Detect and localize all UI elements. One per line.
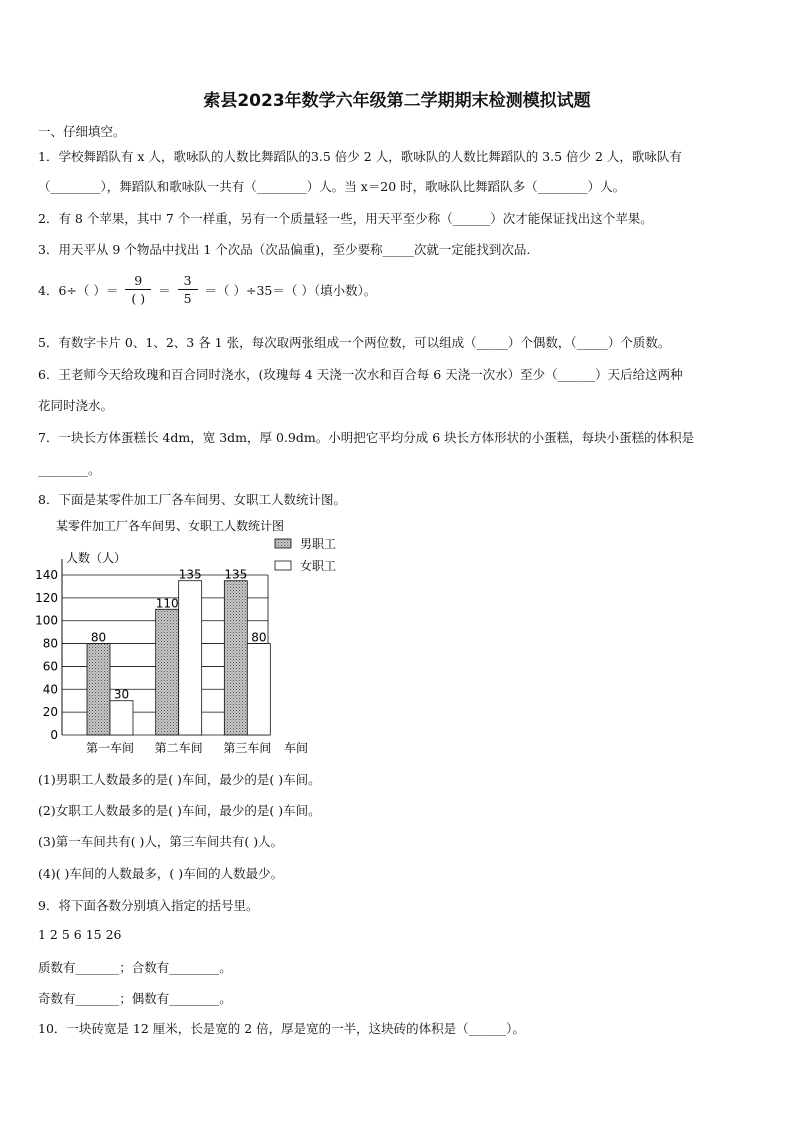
fraction-2 xyxy=(178,272,198,307)
category-label: 第三车间 xyxy=(223,741,272,755)
bar xyxy=(247,644,270,735)
bar xyxy=(179,581,202,735)
question-8-part-3: (3)第一车间共有( )人，第三车间共有( )人。 xyxy=(38,834,284,849)
y-tick-label: 0 xyxy=(50,728,58,742)
category-label: 第一车间 xyxy=(85,741,135,755)
question-8: 8．下面是某零件加工厂各车间男、女职工人数统计图。 xyxy=(38,492,346,507)
fraction-2-denominator: 5 xyxy=(183,291,192,306)
category-label: 第二车间 xyxy=(154,741,203,755)
y-tick-label: 80 xyxy=(42,636,58,651)
question-3: 3．用天平从 9 个物品中找出 1 个次品（次品偏重)，至少要称_____次就一定能找到次品. xyxy=(38,242,531,257)
data-label: 135 xyxy=(178,567,202,582)
chart-title: 某零件加工厂各车间男、女职工人数统计图 xyxy=(56,519,285,533)
fraction-2-numerator: 3 xyxy=(178,272,198,290)
data-label: 80 xyxy=(251,630,267,645)
chart-legend xyxy=(275,537,336,573)
question-8-part-4: (4)( )车间的人数最多，( )车间的人数最少。 xyxy=(38,866,284,881)
q4-suffix: ＝（ ）÷35＝（ ）（填小数）。 xyxy=(204,282,377,298)
question-9-odds-evens: 奇数有_______；偶数有________。 xyxy=(38,991,232,1006)
data-label: 30 xyxy=(113,687,130,702)
q4-prefix: 4．6÷（ ）＝ xyxy=(38,282,119,298)
question-7-line-1: 7．一块长方体蛋糕长 4dm，宽 3dm，厚 0.9dm。小明把它平均分成 6 块长方体形状的小蛋糕，每块小蛋糕的体积是 xyxy=(38,430,695,445)
y-tick-label: 20 xyxy=(42,705,58,720)
bar xyxy=(224,581,247,735)
y-tick-label: 140 xyxy=(35,568,58,582)
fraction-1 xyxy=(125,272,151,307)
legend-swatch-female xyxy=(275,561,291,570)
bar-chart xyxy=(35,512,358,760)
bar xyxy=(156,609,179,735)
q4-equals: ＝ xyxy=(158,282,171,298)
question-1-line-1: 1．学校舞蹈队有 x 人，歌咏队的人数比舞蹈队的3.5 倍少 2 人，歌咏队的人数比舞蹈队的 3.5 倍少 2 人，歌咏队有 xyxy=(38,149,682,164)
question-9: 9．将下面各数分别填入指定的括号里。 xyxy=(38,898,259,913)
question-9-numbers: 1 2 5 6 15 26 xyxy=(38,927,122,942)
page-title: 索县2023年数学六年级第二学期期末检测模拟试题 xyxy=(203,91,591,111)
y-tick-label: 40 xyxy=(42,682,58,697)
fraction-1-numerator: 9 xyxy=(125,272,151,290)
question-5: 5．有数字卡片 0、1、2、3 各 1 张，每次取两张组成一个两位数，可以组成（_____）个偶数，（_____）个质数。 xyxy=(38,335,671,350)
fraction-1-denominator: ( ) xyxy=(131,291,146,306)
legend-swatch-male xyxy=(275,539,291,548)
data-label: 80 xyxy=(90,630,107,645)
y-axis-label: 人数（人） xyxy=(66,551,127,565)
question-4 xyxy=(38,272,376,307)
question-9-primes-composites: 质数有_______；合数有________。 xyxy=(38,960,232,975)
question-8-part-1: (1)男职工人数最多的是( )车间，最少的是( )车间。 xyxy=(38,772,321,787)
question-7-line-2: ________。 xyxy=(38,462,101,477)
y-tick-label: 120 xyxy=(35,590,58,605)
data-label: 135 xyxy=(224,567,248,582)
bar xyxy=(87,644,110,735)
bar xyxy=(110,701,133,735)
y-tick-label: 60 xyxy=(42,659,58,674)
y-tick-label: 100 xyxy=(35,613,58,628)
question-10: 10．一块砖宽是 12 厘米，长是宽的 2 倍，厚是宽的一半，这块砖的体积是（______）。 xyxy=(38,1021,525,1036)
question-8-part-2: (2)女职工人数最多的是( )车间，最少的是( )车间。 xyxy=(38,803,321,818)
question-1-line-2: （________），舞蹈队和歌咏队一共有（________）人。当 x＝20 时，歌咏队比舞蹈队多（________）人。 xyxy=(38,179,626,194)
question-2: 2．有 8 个苹果，其中 7 个一样重，另有一个质量轻一些，用天平至少称（______）次才能保证找出这个苹果。 xyxy=(38,211,653,226)
section-heading: 一、仔细填空。 xyxy=(38,124,126,139)
question-6-line-2: 花同时浇水。 xyxy=(38,398,114,413)
x-axis-label: 车间 xyxy=(284,741,309,755)
legend-label-male: 男职工 xyxy=(300,537,337,551)
question-6-line-1: 6．王老师今天给玫瑰和百合同时浇水，(玫瑰每 4 天浇一次水和百合每 6 天浇一次水）至少（______）天后给这两种 xyxy=(38,367,683,382)
data-label: 110 xyxy=(155,596,179,611)
legend-label-female: 女职工 xyxy=(300,559,337,573)
